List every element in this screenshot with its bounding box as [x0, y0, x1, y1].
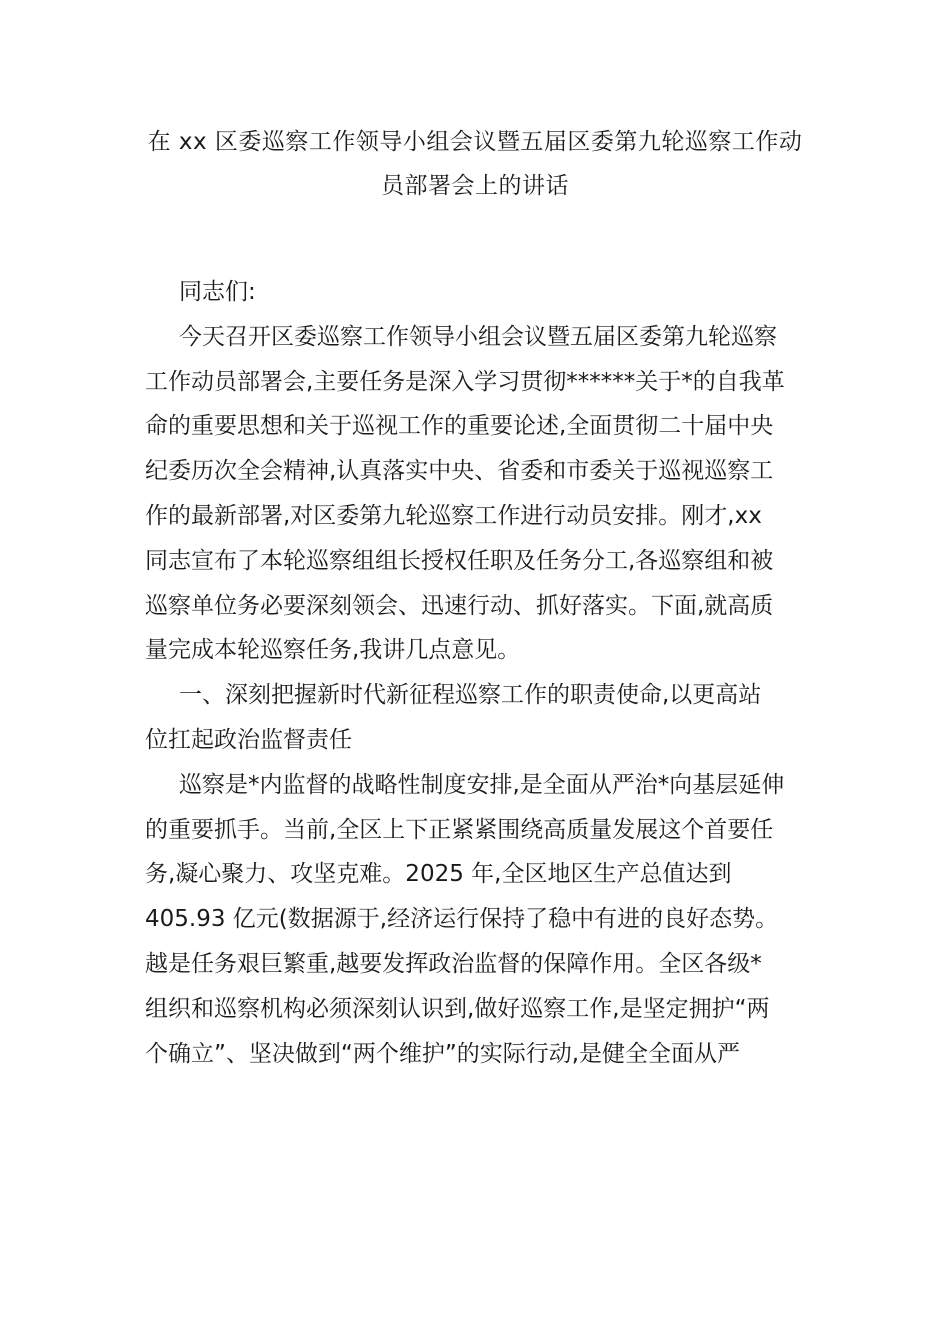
greeting: 同志们: [179, 279, 256, 305]
section-heading-1-cont: 位扛起政治监督责任 [145, 726, 352, 753]
document-body [145, 270, 810, 1076]
section-heading-1: 一、深刻把握新时代新征程巡察工作的职责使命,以更高站 [179, 682, 762, 709]
paragraph-2-line: 巡察是*内监督的战略性制度安排,是全面从严治*向基层延伸 [179, 771, 785, 798]
paragraph-1-line: 量完成本轮巡察任务,我讲几点意见。 [145, 637, 521, 664]
paragraph-1-line: 纪委历次全会精神,认真落实中央、省委和市委关于巡视巡察工 [145, 458, 774, 485]
paragraph-1-line: 作的最新部署,对区委第九轮巡察工作进行动员安排。刚才,xx [145, 502, 762, 529]
paragraph-1-line: 工作动员部署会,主要任务是深入学习贯彻******关于*的自我革 [145, 368, 785, 395]
paragraph-1-line: 巡察单位务必要深刻领会、迅速行动、抓好落实。下面,就高质 [145, 592, 774, 619]
paragraph-1-line: 命的重要思想和关于巡视工作的重要论述,全面贯彻二十届中央 [145, 413, 774, 440]
paragraph-2-line: 组织和巡察机构必须深刻认识到,做好巡察工作,是坚定拥护“两 [145, 995, 770, 1022]
paragraph-2-line: 个确立”、坚决做到“两个维护”的实际行动,是健全全面从严 [145, 1040, 741, 1067]
paragraph-1-line: 今天召开区委巡察工作领导小组会议暨五届区委第九轮巡察 [179, 323, 777, 350]
paragraph-2-line: 务,凝心聚力、攻坚克难。2025 年,全区地区生产总值达到 [145, 861, 732, 888]
document-title [140, 120, 810, 208]
paragraph-2-line: 405.93 亿元(数据源于,经济运行保持了稳中有进的良好态势。 [145, 906, 779, 933]
paragraph-2-line: 越是任务艰巨繁重,越要发挥政治监督的保障作用。全区各级* [145, 950, 762, 977]
title-line-2: 员部署会上的讲话 [381, 173, 569, 199]
paragraph-1-line: 同志宣布了本轮巡察组组长授权任职及任务分工,各巡察组和被 [145, 547, 774, 574]
title-line-1: 在 xx 区委巡察工作领导小组会议暨五届区委第九轮巡察工作动 [147, 129, 803, 155]
paragraph-2-line: 的重要抓手。当前,全区上下正紧紧围绕高质量发展这个首要任 [145, 816, 774, 843]
